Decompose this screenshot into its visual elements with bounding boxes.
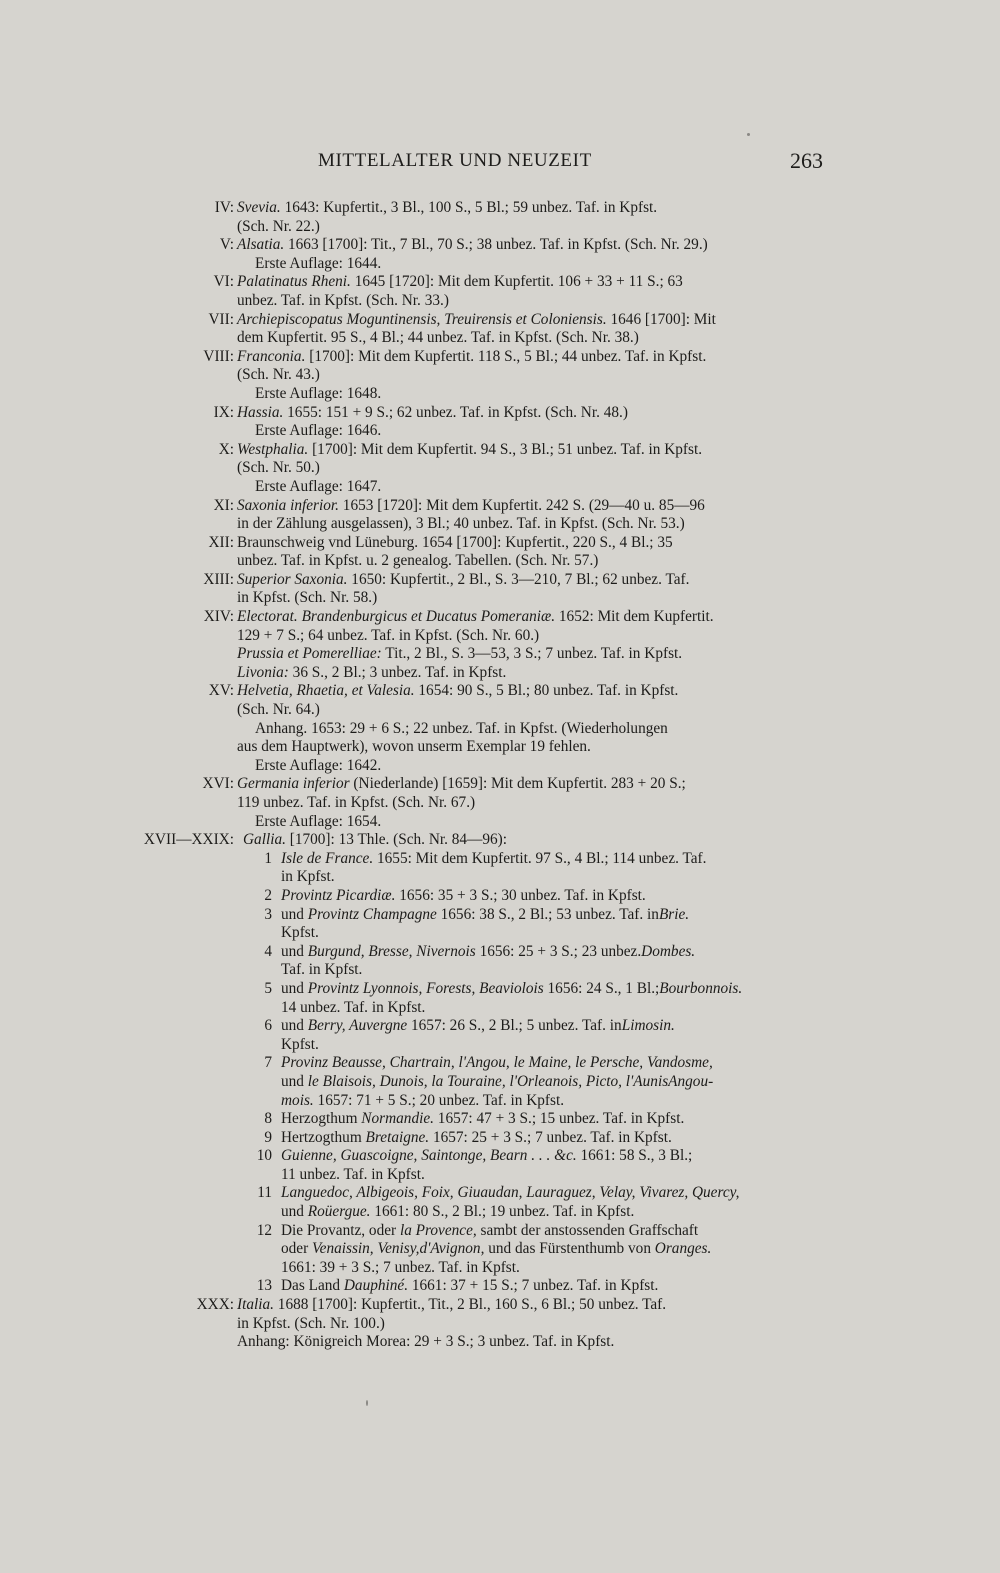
entry-text: Tit., 2 Bl., S. 3—53, 3 S.; 7 unbez. Taf. in Kpfst.	[381, 645, 683, 663]
italic-title: Alsatia.	[237, 236, 285, 254]
entry-text: in der Zählung ausgelassen), 3 Bl.; 40 unbez. Taf. in Kpfst. (Sch. Nr. 53.)	[237, 515, 685, 533]
entry-line	[237, 682, 824, 701]
entry-line	[237, 329, 824, 348]
volume-entry	[0, 497, 1000, 534]
entry-line	[237, 404, 824, 423]
entry-line	[237, 720, 824, 739]
italic-title: le Blaisois, Dunois, la Touraine, l'Orleanois, Picto, l'Aunis	[307, 1072, 669, 1090]
entry-text: Kpfst.	[281, 1035, 319, 1053]
volume-entry	[0, 775, 1000, 831]
italic-title: Provintz Lyonnois, Forests, Beaviolois	[307, 979, 544, 997]
italic-title: Italia.	[237, 1296, 274, 1314]
volume-number: XV:	[208, 682, 234, 700]
entry-text: 1663 [1700]: Tit., 7 Bl., 70 S.; 38 unbez. Taf. in Kpfst. (Sch. Nr. 29.)	[284, 236, 708, 254]
italic-title: Burgund, Bresse, Nivernois	[307, 942, 476, 960]
entry-line	[281, 1222, 824, 1241]
entry-text: 1657: 71 + 5 S.; 20 unbez. Taf. in Kpfst.	[313, 1091, 565, 1109]
entry-line	[237, 571, 824, 590]
volume-number: IV:	[214, 199, 234, 216]
entry-line	[237, 534, 824, 553]
part-entry	[0, 1110, 1000, 1129]
entry-line	[281, 868, 824, 887]
entry-text: 11 unbez. Taf. in Kpfst.	[281, 1165, 425, 1183]
part-entry	[0, 1222, 1000, 1278]
entry-text: 14 unbez. Taf. in Kpfst.	[281, 998, 426, 1016]
italic-title: Germania inferior	[237, 775, 350, 793]
entry-line	[237, 701, 824, 720]
entry-text: Taf. in Kpfst.	[281, 961, 363, 979]
entry-text: unbez. Taf. in Kpfst. (Sch. Nr. 33.)	[237, 291, 449, 309]
entry-text: in Kpfst. (Sch. Nr. 58.)	[237, 589, 378, 607]
entry-line	[281, 1017, 824, 1036]
fraktur-text: und das Fürstenthumb von	[484, 1240, 655, 1258]
volume-entry	[0, 273, 1000, 310]
part-entry	[0, 1184, 1000, 1221]
entry-line	[281, 1166, 824, 1185]
entry-line	[237, 478, 824, 497]
italic-title: Svevia.	[237, 199, 281, 216]
entry-text: 119 unbez. Taf. in Kpfst. (Sch. Nr. 67.)	[237, 794, 476, 811]
italic-title: Normandie.	[361, 1110, 434, 1128]
italic-title: Bourbonnois.	[659, 979, 743, 997]
italic-title: Angou-	[668, 1072, 714, 1090]
italic-title: la Provence,	[399, 1221, 477, 1239]
entry-text: 1661: 58 S., 3 Bl.;	[576, 1147, 693, 1165]
italic-title: Provinz Beausse, Chartrain, l'Angou, le Maine, le Persche, Vandosme,	[281, 1054, 713, 1072]
entry-text: 1645 [1720]: Mit dem Kupfertit. 106 + 33 + 11 S.; 63	[350, 273, 683, 291]
part-number: 4	[264, 942, 272, 960]
entry-text: (Sch. Nr. 22.)	[237, 217, 320, 235]
entry-line	[237, 497, 824, 516]
volume-entry	[0, 608, 1000, 682]
entry-text: (Sch. Nr. 43.)	[237, 366, 320, 384]
part-number: 3	[264, 905, 272, 923]
italic-title: Prussia et Pomerelliae:	[237, 645, 382, 663]
volume-number: XVI:	[202, 775, 234, 793]
volume-number: VII:	[208, 310, 234, 328]
italic-title: Roüergue.	[307, 1203, 371, 1221]
entry-text: (Sch. Nr. 64.)	[237, 701, 320, 719]
volume-entry	[0, 571, 1000, 608]
part-number: 2	[264, 886, 272, 904]
entry-line	[237, 218, 824, 237]
italic-title: Hassia.	[237, 403, 284, 421]
entry-line	[243, 831, 824, 850]
entry-line	[237, 236, 824, 255]
entry-text: 29 + 3 S.; 3 unbez. Taf. in Kpfst.	[410, 1333, 615, 1351]
part-entry	[0, 943, 1000, 980]
entry-line	[281, 1092, 824, 1111]
fraktur-text: Anhang.	[255, 719, 308, 737]
part-entry	[0, 980, 1000, 1017]
entry-text: [1700]: Mit dem Kupfertit. 94 S., 3 Bl.; 51 unbez. Taf. in Kpfst.	[308, 440, 703, 458]
entry-line	[281, 1184, 824, 1203]
italic-title: Helvetia, Rhaetia, et Valesia.	[237, 682, 415, 700]
entry-line	[237, 515, 824, 534]
italic-title: Bretaigne.	[365, 1128, 430, 1146]
entry-text: Erste Auflage: 1646.	[255, 422, 382, 440]
entry-line	[237, 552, 824, 571]
fraktur-text: Anhang: Königreich Morea:	[237, 1333, 411, 1351]
fraktur-text: und	[281, 1072, 308, 1090]
part-number: 12	[256, 1221, 272, 1239]
entry-text: 1655: Mit dem Kupfertit. 97 S., 4 Bl.; 114 unbez. Taf.	[373, 849, 707, 867]
italic-title: Superior Saxonia.	[237, 570, 348, 588]
entry-text: 1654: 90 S., 5 Bl.; 80 unbez. Taf. in Kpfst.	[414, 682, 679, 700]
fraktur-text: oder	[281, 1240, 313, 1258]
fraktur-text: und	[281, 979, 308, 997]
entry-line	[281, 1259, 824, 1278]
entry-text: [1700]: Mit dem Kupfertit. 118 S., 5 Bl.; 44 unbez. Taf. in Kpfst.	[305, 347, 707, 365]
italic-title: Palatinatus Rheni.	[237, 273, 351, 291]
part-entry	[0, 1129, 1000, 1148]
fraktur-text: und	[281, 942, 308, 960]
entry-text: [1700]: 13 Thle. (Sch. Nr. 84—96):	[285, 831, 507, 849]
fraktur-text: Herzogthum	[281, 1110, 362, 1128]
part-number: 8	[264, 1110, 272, 1128]
italic-title: Electorat. Brandenburgicus et Ducatus Pomeraniæ.	[237, 608, 556, 626]
entry-line	[237, 385, 824, 404]
volume-number: XII:	[208, 533, 234, 551]
entry-text: dem Kupfertit. 95 S., 4 Bl.; 44 unbez. Taf. in Kpfst. (Sch. Nr. 38.)	[237, 329, 639, 347]
entry-text: 1653: 29 + 6 S.; 22 unbez. Taf. in Kpfst. (Wiederholungen	[307, 719, 668, 737]
part-number: 5	[264, 979, 272, 997]
entry-text: Erste Auflage: 1648.	[255, 384, 382, 402]
italic-title: mois.	[281, 1091, 314, 1109]
italic-title: Westphalia.	[237, 440, 309, 458]
volume-number: XXX:	[196, 1296, 234, 1314]
entry-line	[281, 1073, 824, 1092]
part-number: 11	[257, 1184, 272, 1202]
entry-text: in Kpfst. (Sch. Nr. 100.)	[237, 1314, 385, 1332]
volume-entry	[0, 311, 1000, 348]
italic-title: Provintz Champagne	[307, 905, 437, 923]
fraktur-text: Das Land	[281, 1277, 344, 1295]
volume-entry	[0, 441, 1000, 497]
entry-line	[281, 1036, 824, 1055]
entry-line	[237, 366, 824, 385]
volume-number: XVII—XXIX:	[143, 831, 234, 849]
part-number: 7	[264, 1054, 272, 1072]
entry-text: 1654 [1700]: Kupfertit., 220 S., 4 Bl.; 35	[418, 533, 673, 551]
entry-text: Kpfst.	[281, 924, 319, 942]
entry-line	[237, 664, 824, 683]
volume-entry	[0, 534, 1000, 571]
entry-line	[281, 1054, 824, 1073]
italic-title: Venaissin, Venisy,	[312, 1240, 420, 1258]
entry-line	[281, 1129, 824, 1148]
italic-title: Provintz Picardiæ.	[281, 886, 396, 904]
entry-line	[237, 255, 824, 274]
entry-text: 1657: 26 S., 2 Bl.; 5 unbez. Taf. in	[407, 1017, 622, 1035]
volume-number: V:	[219, 236, 234, 254]
italic-title: Guienne, Guascoigne, Saintonge, Bearn . . . &c.	[281, 1147, 577, 1165]
entry-line	[237, 775, 824, 794]
italic-title: Oranges.	[654, 1240, 712, 1258]
part-entry	[0, 887, 1000, 906]
entry-text: Erste Auflage: 1642.	[255, 756, 382, 774]
fraktur-text: sambt der anstossenden Graffschaft	[476, 1221, 699, 1239]
volume-entry	[0, 348, 1000, 404]
fraktur-text: und	[281, 1017, 308, 1035]
volume-number: VI:	[213, 273, 234, 291]
entry-text: 1656: 24 S., 1 Bl.;	[543, 979, 660, 997]
entry-line	[237, 813, 824, 832]
entry-text: 1688 [1700]: Kupfertit., Tit., 2 Bl., 160 S., 6 Bl.; 50 unbez. Taf.	[273, 1296, 667, 1314]
entry-text: 1655: 151 + 9 S.; 62 unbez. Taf. in Kpfst. (Sch. Nr. 48.)	[283, 403, 628, 421]
entry-line	[237, 645, 824, 664]
volume-entry	[0, 236, 1000, 273]
fraktur-text: Hertzogthum	[281, 1128, 366, 1146]
volume-entry	[0, 1296, 1000, 1352]
entry-text: 1661: 80 S., 2 Bl.; 19 unbez. Taf. in Kpfst.	[370, 1203, 635, 1221]
entry-text: 1656: 35 + 3 S.; 30 unbez. Taf. in Kpfst.	[395, 886, 646, 904]
entry-text: 36 S., 2 Bl.; 3 unbez. Taf. in Kpfst.	[288, 663, 507, 681]
entry-text: 1661: 39 + 3 S.; 7 unbez. Taf. in Kpfst.	[281, 1258, 520, 1276]
entry-line	[281, 980, 824, 999]
part-number: 1	[264, 849, 272, 867]
italic-title: Gallia.	[243, 831, 286, 849]
entry-text: (Sch. Nr. 50.)	[237, 459, 320, 477]
part-number: 9	[264, 1128, 272, 1146]
volume-entry	[0, 199, 1000, 236]
entry-line	[281, 1277, 824, 1296]
part-entry	[0, 906, 1000, 943]
fraktur-text: Die Provantz, oder	[281, 1221, 400, 1239]
entry-text: in Kpfst.	[281, 868, 335, 886]
paper-speck	[747, 133, 750, 136]
entry-line	[237, 1333, 824, 1352]
paper-speck	[366, 1400, 368, 1406]
volume-number: XI:	[213, 496, 234, 514]
entry-line	[237, 441, 824, 460]
italic-title: Isle de France.	[281, 849, 374, 867]
part-entry	[0, 1147, 1000, 1184]
entry-text: 1656: 38 S., 2 Bl.; 53 unbez. Taf. in	[436, 905, 659, 923]
entry-line	[237, 794, 824, 813]
entry-line	[237, 273, 824, 292]
entry-line	[281, 1110, 824, 1129]
entry-text: 1650: Kupfertit., 2 Bl., S. 3—210, 7 Bl.; 62 unbez. Taf.	[347, 570, 690, 588]
fraktur-text: Braunschweig vnd Lüneburg.	[237, 533, 419, 551]
page-number: 263	[790, 148, 823, 173]
entry-line	[237, 1296, 824, 1315]
italic-title: Languedoc, Albigeois, Foix, Giuaudan, Lauraguez, Velay, Vivarez, Quercy,	[281, 1184, 740, 1202]
part-entry	[0, 1017, 1000, 1054]
italic-title: d'Avignon,	[419, 1240, 485, 1258]
volume-number: VIII:	[203, 347, 234, 365]
volume-entry	[0, 404, 1000, 441]
entry-text: 1643: Kupfertit., 3 Bl., 100 S., 5 Bl.; 59 unbez. Taf. in Kpfst.	[280, 199, 658, 216]
entry-text: 129 + 7 S.; 64 unbez. Taf. in Kpfst. (Sch. Nr. 60.)	[237, 626, 540, 644]
entry-line	[281, 999, 824, 1018]
entry-line	[281, 1240, 824, 1259]
catalogue-list	[0, 199, 1000, 1352]
part-number: 6	[264, 1017, 272, 1035]
volume-entry	[0, 831, 1000, 850]
italic-title: Dombes.	[641, 942, 696, 960]
part-entry	[0, 850, 1000, 887]
running-title: MITTELALTER UND NEUZEIT	[318, 150, 592, 171]
entry-line	[237, 199, 824, 218]
volume-number: XIII:	[203, 570, 234, 588]
entry-line	[237, 589, 824, 608]
part-entry	[0, 1054, 1000, 1110]
entry-line	[281, 961, 824, 980]
entry-text: aus dem Hauptwerk), wovon unserm Exemplar 19 fehlen.	[237, 738, 591, 756]
italic-title: Livonia:	[237, 663, 289, 681]
entry-line	[281, 906, 824, 925]
entry-line	[281, 1203, 824, 1222]
entry-line	[237, 292, 824, 311]
entry-text: (Niederlande) [1659]: Mit dem Kupfertit. 283 + 20 S.;	[349, 775, 686, 793]
italic-title: Brie.	[658, 905, 690, 923]
entry-text: Erste Auflage: 1644.	[255, 254, 382, 272]
entry-line	[237, 311, 824, 330]
entry-text: 1657: 25 + 3 S.; 7 unbez. Taf. in Kpfst.	[429, 1128, 672, 1146]
italic-title: Berry, Auvergne	[307, 1017, 408, 1035]
italic-title: Limosin.	[621, 1017, 675, 1035]
entry-text: 1656: 25 + 3 S.; 23 unbez.	[475, 942, 642, 960]
entry-text: 1661: 37 + 15 S.; 7 unbez. Taf. in Kpfst.	[408, 1277, 659, 1295]
entry-text: 1657: 47 + 3 S.; 15 unbez. Taf. in Kpfst.	[433, 1110, 685, 1128]
volume-number: XIV:	[203, 608, 234, 626]
entry-line	[237, 627, 824, 646]
italic-title: Archiepiscopatus Moguntinensis, Treuirensis et Coloniensis.	[237, 310, 607, 328]
entry-text: Erste Auflage: 1654.	[255, 812, 382, 830]
volume-number: IX:	[213, 403, 234, 421]
entry-line	[237, 1315, 824, 1334]
entry-line	[237, 422, 824, 441]
entry-line	[237, 738, 824, 757]
volume-entry	[0, 682, 1000, 775]
entry-text: 1652: Mit dem Kupfertit.	[555, 608, 714, 626]
volume-number: X:	[218, 440, 234, 458]
entry-line	[281, 887, 824, 906]
italic-title: Saxonia inferior.	[237, 496, 339, 514]
entry-line	[281, 1147, 824, 1166]
italic-title: Franconia.	[237, 347, 306, 365]
part-number: 13	[256, 1277, 272, 1295]
entry-line	[237, 608, 824, 627]
entry-line	[237, 459, 824, 478]
entry-text: Erste Auflage: 1647.	[255, 477, 382, 495]
entry-line	[237, 348, 824, 367]
entry-text: 1646 [1700]: Mit	[606, 310, 716, 328]
part-entry	[0, 1277, 1000, 1296]
entry-line	[281, 850, 824, 869]
fraktur-text: und	[281, 1203, 308, 1221]
italic-title: Dauphiné.	[343, 1277, 409, 1295]
fraktur-text: und	[281, 905, 308, 923]
entry-line	[237, 757, 824, 776]
entry-line	[281, 924, 824, 943]
entry-line	[281, 943, 824, 962]
entry-text: 1653 [1720]: Mit dem Kupfertit. 242 S. (29—40 u. 85—96	[338, 496, 705, 514]
part-number: 10	[256, 1147, 272, 1165]
entry-text: unbez. Taf. in Kpfst. u. 2 genealog. Tabellen. (Sch. Nr. 57.)	[237, 552, 599, 570]
